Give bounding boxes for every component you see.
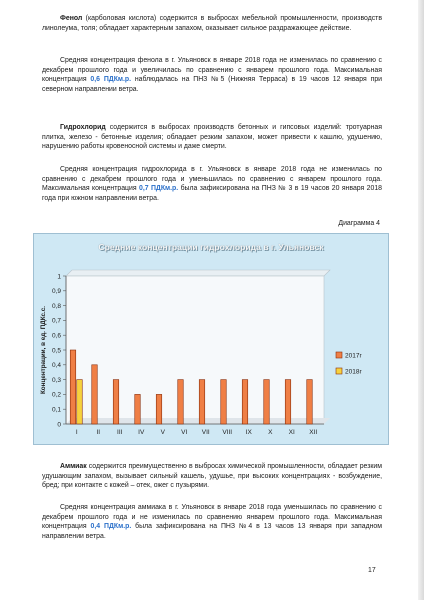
x-tick-label: XII xyxy=(309,429,318,436)
bar-2017-X xyxy=(264,380,270,424)
paragraph-text: Средняя концентрация гидрохлорида в г. Ульяновск в январе 2018 года не изменилась по сравнению с декабрем прошлого года и уменьшилась по сравнению с январем прошлого года. Максимальная концентрация xyxy=(42,166,382,193)
y-tick-label: 0,1 xyxy=(51,406,61,414)
page-edge-shadow xyxy=(418,0,424,600)
paragraph-text: была зафиксирована на ПНЗ №4 в 13 часов 13 января при западном направлении ветра. xyxy=(42,523,383,541)
bar-2017-I xyxy=(70,350,76,424)
y-tick-label: 0,5 xyxy=(51,347,61,355)
bar-2017-III xyxy=(113,380,119,424)
bar-2017-VIII xyxy=(221,380,227,424)
paragraph-hydrochloride-intro xyxy=(42,123,382,152)
chart-container xyxy=(33,233,389,445)
highlight-value: 0,6 ПДКм.р. xyxy=(90,76,132,84)
x-tick-label: III xyxy=(117,429,123,436)
paragraph-text: Средняя концентрация фенола в г. Ульяновск в январе 2018 года не изменилась по сравнению с декабрем прошлого года и увеличилась по сравнению с январем прошлого года. Максимальная концентрация xyxy=(42,57,382,84)
bar-2017-II xyxy=(92,365,98,424)
y-tick-label: 1 xyxy=(57,273,61,281)
bar-2018-I xyxy=(77,380,83,424)
y-tick-label: 0,4 xyxy=(51,362,61,370)
x-tick-label: XI xyxy=(288,429,295,436)
y-axis-title: Концентрации, в ед. ПДКс.с. xyxy=(40,305,47,395)
y-tick-label: 0,7 xyxy=(51,317,61,325)
page-number: 17 xyxy=(368,567,376,574)
y-tick-label: 0,3 xyxy=(51,376,61,384)
x-tick-label: II xyxy=(96,429,101,436)
diagram-label: Диаграмма 4 xyxy=(338,220,380,227)
bar-2017-VII xyxy=(199,380,205,424)
paragraph-phenol-concentration xyxy=(42,56,382,95)
plot-top-wall xyxy=(66,270,330,276)
x-tick-label: I xyxy=(75,429,78,436)
bar-2017-VI xyxy=(178,380,184,424)
x-tick-label: VII xyxy=(201,429,210,436)
paragraph-hydrochloride-concentration xyxy=(42,165,382,204)
paragraph-text: содержится преимущественно в выбросах химической промышленности, обладает резким удушающим запахом, вызывает сильный кашель, удушье, при высоких концентрациях - возбуждение, бред; при контакте с кожей – отек, ожег с пузырями. xyxy=(42,463,382,490)
paragraph-phenol-intro xyxy=(42,14,382,33)
highlight-value: 0,4 ПДКм.р. xyxy=(90,523,132,531)
y-tick-label: 0 xyxy=(57,421,61,429)
paragraph-text: была зафиксирована на ПНЗ № 3 в 19 часов 20 января 2018 года при южном направлении ветра. xyxy=(42,185,382,203)
highlight-value: 0,7 ПДКм.р. xyxy=(138,185,179,193)
term-phenol: Фенол xyxy=(60,15,83,22)
bar-2017-XII xyxy=(307,380,313,424)
paragraph-text: Средняя концентрация аммиака в г. Ульяновск в январе 2018 года уменьшилась по сравнению с декабрем прошлого года и не изменилась по сравнению январем прошлого года. Максимальная концентрация xyxy=(42,504,382,531)
term-ammonia: Аммиак xyxy=(60,463,87,470)
bar-2017-IV xyxy=(135,394,141,424)
chart-title: Средние концентрации гидрохлорида в г. Ульяновск xyxy=(98,242,324,252)
legend-swatch-1 xyxy=(336,368,342,374)
y-tick-label: 0,9 xyxy=(51,288,61,296)
y-tick-label: 0,2 xyxy=(51,391,61,399)
x-tick-label: VI xyxy=(181,429,188,436)
x-tick-label: V xyxy=(160,429,165,436)
legend-swatch-0 xyxy=(336,352,342,358)
y-tick-label: 0,8 xyxy=(51,302,61,310)
paragraph-text: содержится в выбросах производств бетонных и гипсовых изделий: тротуарная плитка, железо - бетонные изделия; обладает резким запахом, может привести к кашлю, удушению, нарушению работы кровеносной системы и даже смерти. xyxy=(42,124,382,151)
bar-2017-V xyxy=(156,394,162,424)
x-tick-label: VIII xyxy=(222,429,233,436)
paragraph-text: (карболовая кислота) содержится в выбросах мебельной промышленности, производств линолеума, толя; обладает характерным запахом, оказывает сильное раздражающее действие. xyxy=(42,15,382,32)
paragraph-ammonia-concentration xyxy=(42,503,382,542)
chart-plot xyxy=(34,234,390,446)
bar-2017-IX xyxy=(242,380,248,424)
paragraph-ammonia-intro xyxy=(42,462,382,491)
legend-label: 2017г xyxy=(345,352,362,360)
x-tick-label: IV xyxy=(138,429,145,436)
x-tick-label: IX xyxy=(245,429,252,436)
paragraph-text: наблюдалась на ПНЗ №5 (Нижняя Терраса) в 19 часов 12 января при северном направлении ветра. xyxy=(42,76,382,94)
bar-2017-XI xyxy=(285,380,291,424)
legend-label: 2018г xyxy=(345,368,362,376)
y-tick-label: 0,6 xyxy=(51,332,61,340)
term-hydrochloride: Гидрохлорид xyxy=(60,124,106,131)
x-tick-label: X xyxy=(268,429,273,436)
